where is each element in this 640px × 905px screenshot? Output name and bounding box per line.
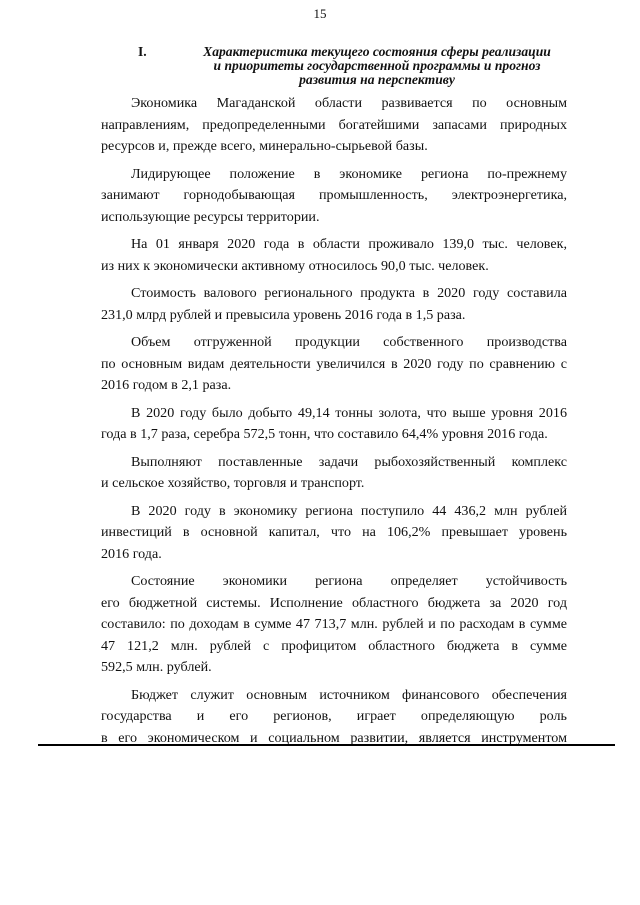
document-body <box>101 93 567 755</box>
section-title <box>176 45 578 87</box>
paragraph-line: составило: по доходам в сумме 47 713,7 млн. рублей и по расходам в сумме <box>101 616 567 632</box>
paragraph-line: 2016 года. <box>101 545 162 562</box>
footer-rule <box>38 744 615 746</box>
paragraph-line: инвестиций в основной капитал, что на 106,2% превышает уровень <box>101 524 567 540</box>
paragraph-line: 231,0 млрд рублей и превысила уровень 2016 года в 1,5 раза. <box>101 306 466 323</box>
section-title-line: Характеристика текущего состояния сферы реализации <box>203 44 551 59</box>
paragraph-line: государства и его регионов, играет определяющую роль <box>101 708 567 724</box>
paragraph <box>101 501 567 566</box>
paragraph <box>101 332 567 397</box>
paragraph-line: использующие ресурсы территории. <box>101 208 320 225</box>
paragraph-line: из них к экономически активному относилось 90,0 тыс. человек. <box>101 257 489 274</box>
paragraph-line: и сельское хозяйство, торговля и транспорт. <box>101 475 365 491</box>
paragraph-line: в его экономическом и социальном развитии, является инструментом <box>101 729 567 746</box>
paragraph-line: На 01 января 2020 года в области проживало 139,0 тыс. человек, <box>131 236 567 252</box>
paragraph-line: Выполняют поставленные задачи рыбохозяйственный комплекс <box>131 453 567 470</box>
paragraph <box>101 283 567 326</box>
paragraph-line: 2016 годом в 2,1 раза. <box>101 377 232 393</box>
section-title-line: и приоритеты государственной программы и прогноз <box>213 58 541 73</box>
paragraph-line: Экономика Магаданской области развивается по основным <box>131 95 567 111</box>
section-title-line: развития на перспективу <box>299 72 455 87</box>
paragraph-line: Лидирующее положение в экономике региона по-прежнему <box>131 165 567 182</box>
paragraph-line: Стоимость валового регионального продукта в 2020 году составила <box>131 285 567 301</box>
paragraph-line: Состояние экономики региона определяет устойчивость <box>131 573 567 589</box>
paragraph <box>101 452 567 495</box>
paragraph-line: В 2020 году было добыто 49,14 тонны золота, что выше уровня 2016 <box>131 404 567 421</box>
paragraph-line: занимают горнодобывающая промышленность, электроэнергетика, <box>101 187 567 203</box>
page-number: 15 <box>313 6 327 21</box>
paragraph-line: его бюджетной системы. Исполнение областного бюджета за 2020 год <box>101 594 567 611</box>
paragraph <box>101 93 567 158</box>
paragraph-line: 592,5 млн. рублей. <box>101 659 212 675</box>
paragraph <box>101 685 567 750</box>
paragraph-line: Объем отгруженной продукции собственного производства <box>131 334 567 350</box>
paragraph-line: ресурсов и, прежде всего, минерально-сырьевой базы. <box>101 138 428 154</box>
section-number: I. <box>138 44 147 59</box>
paragraph-line: по основным видам деятельности увеличился в 2020 году по сравнению с <box>101 355 567 372</box>
paragraph-line: Бюджет служит основным источником финансового обеспечения <box>131 686 567 703</box>
section-heading <box>138 45 578 87</box>
paragraph-line: направлениям, предопределенными богатейшими запасами природных <box>101 116 567 133</box>
paragraph-line: 47 121,2 млн. рублей с профицитом областного бюджета в сумме <box>101 637 567 654</box>
paragraph <box>101 571 567 679</box>
paragraph <box>101 403 567 446</box>
paragraph-line: В 2020 году в экономику региона поступило 44 436,2 млн рублей <box>131 502 567 519</box>
paragraph <box>101 234 567 277</box>
paragraph <box>101 164 567 229</box>
paragraph-line: года в 1,7 раза, серебра 572,5 тонн, что составило 64,4% уровня 2016 года. <box>101 426 548 442</box>
